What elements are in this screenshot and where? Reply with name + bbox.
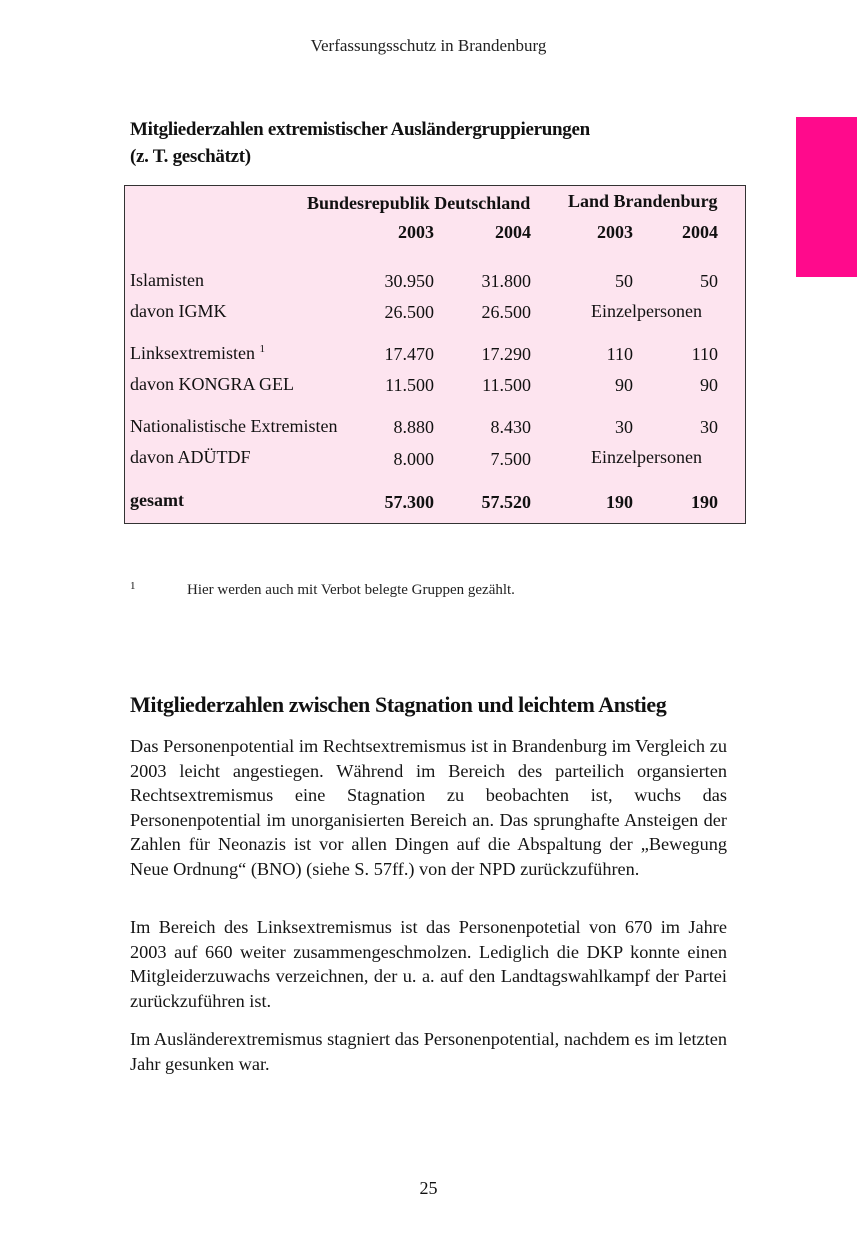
page-number: 25 [419,1178,438,1198]
row-label: Nationalistische Extremisten [130,416,338,436]
cell-value: 8.880 [393,417,434,437]
running-head: Verfassungsschutz in Brandenburg [310,36,547,55]
cell-value: 50 [700,271,718,291]
header-state: Land Brandenburg [568,191,718,211]
row-label: davon IGMK [130,301,227,321]
year-federal-2004: 2004 [495,222,531,242]
footnote-text: Hier werden auch mit Verbot belegte Gruppen gezählt. [187,582,515,598]
body-paragraph: Im Bereich des Linksextremismus ist das Personenpotetial von 670 im Jahre 2003 auf 660 weiter zusammengeschmolzen. Lediglich die DKP konnte einen Mitgleiderzuwachs verzeichnen, der u. a. auf den Landtagswahlkampf der Partei zurückzuführen ist. [130,917,727,1011]
table-title-line-1: Mitgliederzahlen extremistischer Ausländergruppierungen [130,119,590,140]
footnote-reference: 1 [259,343,265,355]
cell-value: 8.430 [490,417,531,437]
cell-value: 11.500 [385,375,434,395]
row-label: davon ADÜTDF [130,447,251,467]
total-label: gesamt [130,490,184,510]
total-value: 190 [691,492,718,512]
cell-value: 17.290 [481,344,531,364]
cell-value: 8.000 [393,449,434,469]
table-title [130,116,590,170]
table-title-line-2: (z. T. geschätzt) [130,146,251,167]
cell-value: 26.500 [384,302,434,322]
cell-value: 90 [615,375,633,395]
cell-value: 30 [700,417,718,437]
row-label: davon KONGRA GEL [130,374,294,394]
cell-value: 110 [606,344,633,364]
cell-value: 90 [700,375,718,395]
total-value: 57.520 [481,492,531,512]
chapter-tab-marker [796,117,857,277]
cell-value: 30.950 [384,271,434,291]
cell-value: 110 [691,344,718,364]
cell-value: 7.500 [490,449,531,469]
body-paragraph: Im Ausländerextremismus stagniert das Personenpotential, nachdem es im letzten Jahr gesunken war. [130,1029,727,1074]
total-value: 57.300 [384,492,434,512]
footnote-mark: 1 [130,580,136,592]
year-federal-2003: 2003 [398,222,434,242]
cell-value: 31.800 [481,271,531,291]
state-note: Einzelpersonen [591,301,702,321]
body-paragraph: Das Personenpotential im Rechtsextremismus ist in Brandenburg im Vergleich zu 2003 leicht angestiegen. Während im Bereich des parteilich organsierten Rechtsextremismus eine Stagnation zu beobachten ist, wuchs das Personenpotential im unorganisierten Bereich an. Das sprunghafte Ansteigen der Zahlen für Neonazis ist vor allen Dingen auf die Abspaltung der „Bewegung Neue Ordnung“ (BNO) (siehe S. 57ff.) von der NPD zurückzuführen. [130,736,727,879]
year-state-2004: 2004 [682,222,718,242]
row-label: Islamisten [130,270,204,290]
year-state-2003: 2003 [597,222,633,242]
cell-value: 17.470 [384,344,434,364]
total-value: 190 [606,492,633,512]
cell-value: 26.500 [481,302,531,322]
section-heading: Mitgliederzahlen zwischen Stagnation und leichtem Anstieg [130,692,667,717]
membership-table [124,185,746,524]
cell-value: 11.500 [482,375,531,395]
cell-value: 30 [615,417,633,437]
cell-value: 50 [615,271,633,291]
row-label: Linksextremisten $^1$ [130,343,265,363]
state-note: Einzelpersonen [591,447,702,467]
header-federal: Bundesrepublik Deutschland [307,193,531,213]
